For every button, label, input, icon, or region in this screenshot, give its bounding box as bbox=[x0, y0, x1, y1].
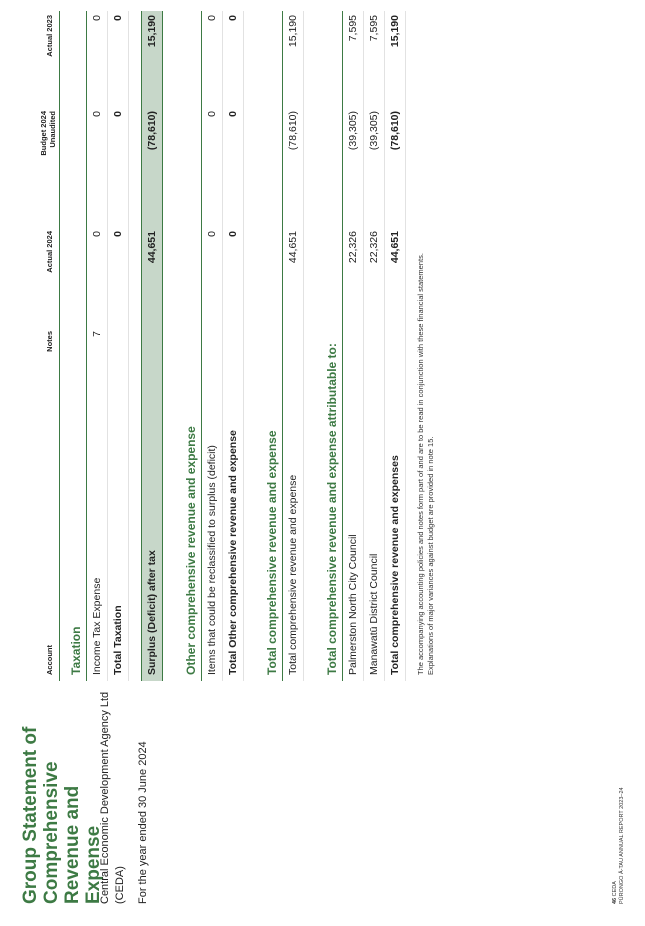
cell-value: 7,595 bbox=[347, 15, 359, 42]
cell-value: 0 bbox=[206, 111, 218, 117]
row-label: Total comprehensive revenue and expense bbox=[287, 474, 299, 675]
header-budget-2024 bbox=[39, 111, 57, 231]
row-label: Total Taxation bbox=[112, 605, 124, 675]
table-row bbox=[87, 11, 108, 681]
cell-value: 44,651 bbox=[389, 231, 401, 264]
row-label: Total Other comprehensive revenue and expense bbox=[227, 430, 239, 675]
cell-value: 0 bbox=[91, 231, 103, 237]
page-title: Group Statement of Comprehensive Revenue and Expense bbox=[20, 726, 104, 904]
financial-note: The accompanying accounting policies and notes form part of and are to be read in conjunction with these financial statements. Explanations of major variances against budget are provided in note 15. bbox=[416, 253, 435, 675]
cell-value: Total comprehensive revenue and expense bbox=[265, 430, 279, 675]
table-row bbox=[283, 11, 304, 681]
financial-table bbox=[23, 11, 436, 681]
section-heading-other-comprehensive bbox=[175, 11, 202, 681]
cell-value: 0 bbox=[91, 15, 103, 21]
cell-value: (78,610) bbox=[389, 111, 401, 151]
cell-value: 0 bbox=[227, 111, 239, 117]
cell-value: 7 bbox=[91, 331, 103, 337]
table-row bbox=[364, 11, 385, 681]
organisation-name: Central Economic Development Agency Ltd (CEDA) bbox=[99, 691, 126, 904]
row-label: Manawatū District Council bbox=[368, 553, 380, 675]
header-actual-2023: Actual 2023 bbox=[45, 15, 54, 57]
cell-value: (39,305) bbox=[347, 111, 359, 151]
cell-value: 0 bbox=[112, 111, 124, 117]
surplus-row bbox=[141, 11, 163, 681]
cell-value: (78,610) bbox=[146, 111, 158, 151]
cell-value: Total comprehensive revenue and expense attributable to: bbox=[325, 343, 339, 675]
row-label: Income Tax Expense bbox=[91, 577, 103, 675]
header-notes: Notes bbox=[45, 331, 54, 352]
table-header bbox=[23, 11, 60, 681]
row-label: Palmerston North City Council bbox=[347, 534, 359, 675]
page-footer bbox=[612, 704, 626, 904]
cell-value: 15,190 bbox=[389, 15, 401, 48]
table-row-total bbox=[385, 11, 406, 681]
header-account: Account bbox=[45, 645, 54, 675]
header-budget-2024-line1: Budget 2024 bbox=[39, 111, 48, 156]
cell-value: 0 bbox=[112, 231, 124, 237]
footer-report-title: PŪRONGO Ā-TAU ANNUAL REPORT 2023–24 bbox=[619, 787, 625, 904]
cell-value: 44,651 bbox=[287, 231, 299, 264]
cell-value: 15,190 bbox=[146, 15, 158, 48]
section-heading-attributable bbox=[316, 11, 343, 681]
cell-value: 22,326 bbox=[368, 231, 380, 264]
cell-value: 0 bbox=[206, 231, 218, 237]
cell-value: 7,595 bbox=[368, 15, 380, 42]
table-row bbox=[343, 11, 364, 681]
footer-org: CEDA bbox=[612, 881, 618, 897]
row-label: Total comprehensive revenue and expenses bbox=[389, 455, 401, 675]
row-label: Items that could be reclassified to surplus (deficit) bbox=[206, 445, 218, 675]
cell-value: 0 bbox=[206, 15, 218, 21]
cell-value: 0 bbox=[227, 231, 239, 237]
reporting-period: For the year ended 30 June 2024 bbox=[137, 741, 149, 904]
cell-value: 22,326 bbox=[347, 231, 359, 264]
row-label: Surplus (Deficit) after tax bbox=[146, 550, 158, 675]
section-heading-taxation bbox=[60, 11, 87, 681]
cell-value: 0 bbox=[91, 111, 103, 117]
cell-value: Taxation bbox=[69, 626, 83, 675]
cell-value: 0 bbox=[112, 15, 124, 21]
cell-value: Other comprehensive revenue and expense bbox=[184, 426, 198, 675]
header-actual-2024: Actual 2024 bbox=[45, 231, 54, 273]
cell-value: 15,190 bbox=[287, 15, 299, 48]
cell-value: 44,651 bbox=[146, 231, 158, 264]
table-row-total bbox=[108, 11, 129, 681]
cell-value: (78,610) bbox=[287, 111, 299, 151]
section-heading-total-comprehensive bbox=[256, 11, 283, 681]
page-number: 46 bbox=[612, 897, 618, 904]
table-row bbox=[202, 11, 223, 681]
header-budget-2024-line2: Unaudited bbox=[48, 111, 57, 148]
table-row-total bbox=[223, 11, 244, 681]
cell-value: (39,305) bbox=[368, 111, 380, 151]
cell-value: 0 bbox=[227, 15, 239, 21]
